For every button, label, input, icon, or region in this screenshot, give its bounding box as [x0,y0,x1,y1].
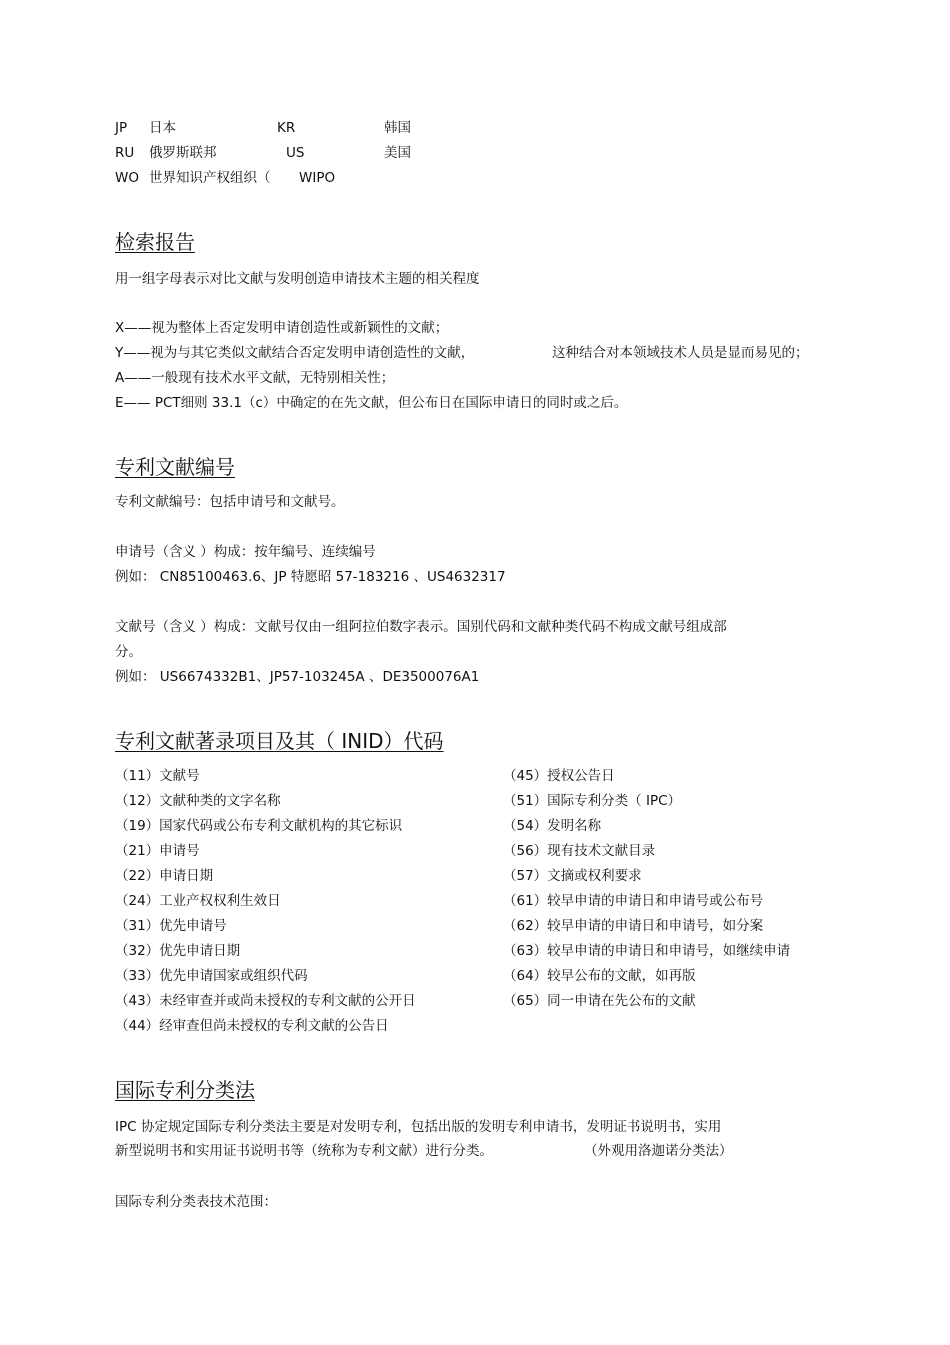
ipc-paragraph-continued: 新型说明书和实用证书说明书等（统称为专利文献）进行分类。 [115,1143,493,1159]
inid-item: （61）较早申请的申请日和申请号或公布号 [503,893,764,909]
inid-item: （64）较早公布的文献，如再版 [503,968,696,984]
publication-number-desc-continued: 分。 [115,644,142,660]
ipc-design-note: （外观用洛迦诺分类法） [584,1143,733,1159]
country-name: 日本 [149,120,176,136]
country-name: 世界知识产权组织（ [149,170,271,186]
inid-item: （45）授权公告日 [503,768,615,784]
country-code: WIPO [299,170,336,186]
category-x: X——视为整体上否定发明申请创造性或新颖性的文献； [115,320,449,336]
country-code: US [286,145,305,161]
inid-item: （33）优先申请国家或组织代码 [115,968,308,984]
ipc-heading: 国际专利分类法 [115,1078,255,1102]
country-name: 美国 [384,145,411,161]
application-number-desc: 申请号（含义 ）构成：按年编号、连续编号 [115,544,376,560]
country-code: WO [115,170,139,186]
country-name: 韩国 [384,120,411,136]
inid-item: （19）国家代码或公布专利文献机构的其它标识 [115,818,403,834]
inid-item: （21）申请号 [115,843,200,859]
doc-number-heading: 专利文献编号 [115,455,235,479]
inid-item: （22）申请日期 [115,868,214,884]
doc-number-intro: 专利文献编号：包括申请号和文献号。 [115,494,345,510]
application-number-example: 例如： CN85100463.6、JP 特愿昭 57-183216 、US4632317 [115,569,506,585]
inid-item: （57）文摘或权利要求 [503,868,642,884]
inid-item: （63）较早申请的申请日和申请号，如继续申请 [503,943,791,959]
inid-item: （44）经审查但尚未授权的专利文献的公告日 [115,1018,389,1034]
inid-item: （51）国际专利分类（ IPC） [503,793,682,809]
category-y-continued: 这种结合对本领域技术人员是显而易见的； [552,345,809,361]
publication-number-desc: 文献号（含义 ）构成：文献号仅由一组阿拉伯数字表示。国别代码和文献种类代码不构成文献号组成部 [115,619,727,635]
inid-item: （54）发明名称 [503,818,602,834]
ipc-scope-label: 国际专利分类表技术范围： [115,1194,277,1210]
inid-item: （12）文献种类的文字名称 [115,793,281,809]
country-name: 俄罗斯联邦 [149,145,217,161]
inid-item: （65）同一申请在先公布的文献 [503,993,696,1009]
ipc-paragraph: IPC 协定规定国际专利分类法主要是对发明专利，包括出版的发明专利申请书，发明证书说明书，实用 [115,1119,722,1135]
inid-item: （62）较早申请的申请日和申请号，如分案 [503,918,764,934]
inid-item: （32）优先申请日期 [115,943,241,959]
publication-number-example: 例如： US6674332B1、JP57-103245A 、DE3500076A1 [115,669,480,685]
inid-item: （31）优先申请号 [115,918,227,934]
country-code: RU [115,145,135,161]
search-report-intro: 用一组字母表示对比文献与发明创造申请技术主题的相关程度 [115,271,480,287]
country-code: KR [277,120,296,136]
inid-item: （11）文献号 [115,768,200,784]
country-code: JP [115,120,128,136]
category-a: A——一般现有技术水平文献，无特别相关性； [115,370,395,386]
inid-item: （43）未经审查并或尚未授权的专利文献的公开日 [115,993,416,1009]
inid-item: （24）工业产权权利生效日 [115,893,281,909]
search-report-heading: 检索报告 [115,230,195,254]
inid-heading: 专利文献著录项目及其（ INID）代码 [115,729,444,753]
category-y: Y——视为与其它类似文献结合否定发明申请创造性的文献， [115,345,475,361]
inid-item: （56）现有技术文献目录 [503,843,656,859]
category-e: E—— PCT细则 33.1（c）中确定的在先文献，但公布日在国际申请日的同时或之后。 [115,395,628,411]
